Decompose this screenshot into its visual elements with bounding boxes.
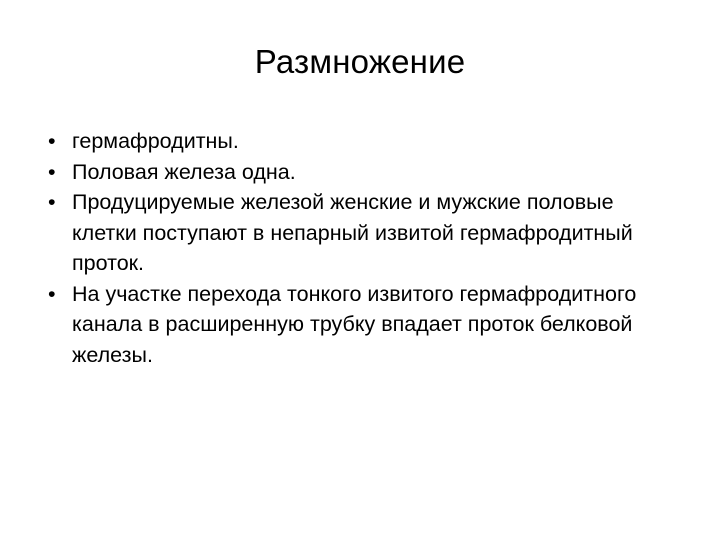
list-item (36, 279, 684, 371)
list-item-text: Продуцируемые железой женские и мужские половые клетки поступают в непарный извитой гермафродитный проток. (72, 190, 633, 276)
list-item-text: На участке перехода тонкого извитого гермафродитного канала в расширенную трубку впадает проток белковой железы. (72, 281, 637, 367)
list-item (36, 126, 684, 157)
list-item (36, 157, 684, 188)
page-title: Размножение (254, 43, 466, 80)
slide-body (36, 126, 684, 370)
list-item-text: гермафродитны. (72, 129, 239, 153)
list-item (36, 187, 684, 279)
bullet-list (36, 126, 684, 370)
list-item-text: Половая железа одна. (72, 159, 296, 184)
